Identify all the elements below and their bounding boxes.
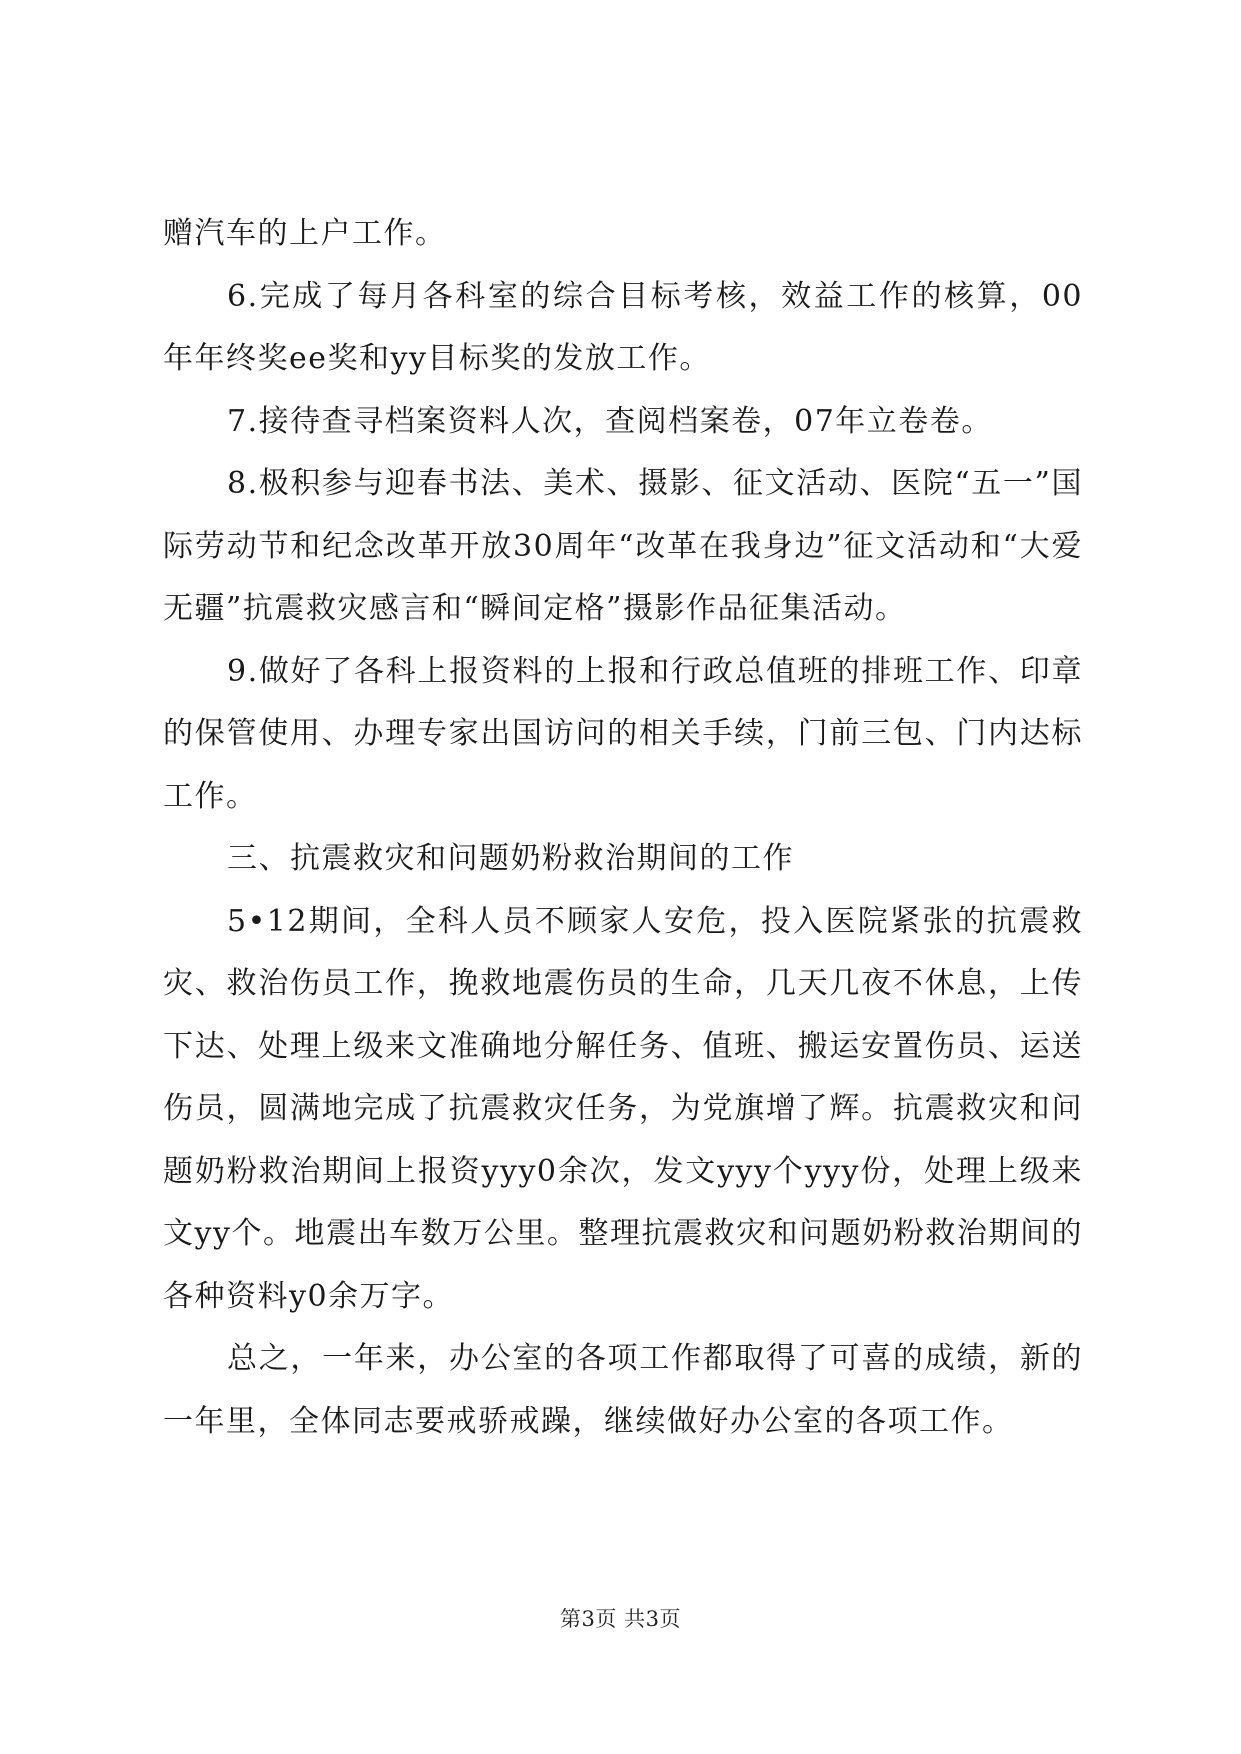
paragraph-item-7: 7.接待查寻档案资料人次，查阅档案卷，07年立卷卷。 (227, 403, 993, 439)
paragraph-summary: 总之，一年来，办公室的各项工作都取得了可喜的成绩，新的一年里，全体同志要戒骄戒躁，继续做好办公室的各项工作。 (163, 1341, 1083, 1439)
paragraph-item-8: 8.极积参与迎春书法、美术、摄影、征文活动、医院“五一”国际劳动节和纪念改革开放30周年“改革在我身边”征文活动和“大爱无疆”抗震救灾感言和“瞬间定格”摄影作品征集活动。 (163, 466, 1083, 626)
paragraph-item-9: 9.做好了各科上报资料的上报和行政总值班的排班工作、印章的保管使用、办理专家出国访问的相关手续，门前三包、门内达标工作。 (163, 653, 1083, 814)
paragraph-continuation: 赠汽车的上户工作。 (163, 216, 447, 251)
document-body (163, 203, 1083, 1453)
page-number-footer: 第3页 共3页 (560, 1607, 681, 1631)
section-heading: 三、抗震救灾和问题奶粉救治期间的工作 (227, 841, 794, 876)
paragraph-item-6: 6.完成了每月各科室的综合目标考核，效益工作的核算，00年年终奖ee奖和yy目标奖的发放工作。 (163, 278, 1083, 376)
paragraph-earthquake-relief: 5•12期间，全科人员不顾家人安危，投入医院紧张的抗震救灾、救治伤员工作，挽救地震伤员的生命，几天几夜不休息，上传下达、处理上级来文准确地分解任务、值班、搬运安置伤员、运送伤员，圆满地完成了抗震救灾任务，为党旗增了辉。抗震救灾和问题奶粉救治期间上报资yyy0余次，发文yyy个yyy份，处理上级来文yy个。地震出车数万公里。整理抗震救灾和问题奶粉救治期间的各种资料y0余万字。 (163, 903, 1083, 1314)
